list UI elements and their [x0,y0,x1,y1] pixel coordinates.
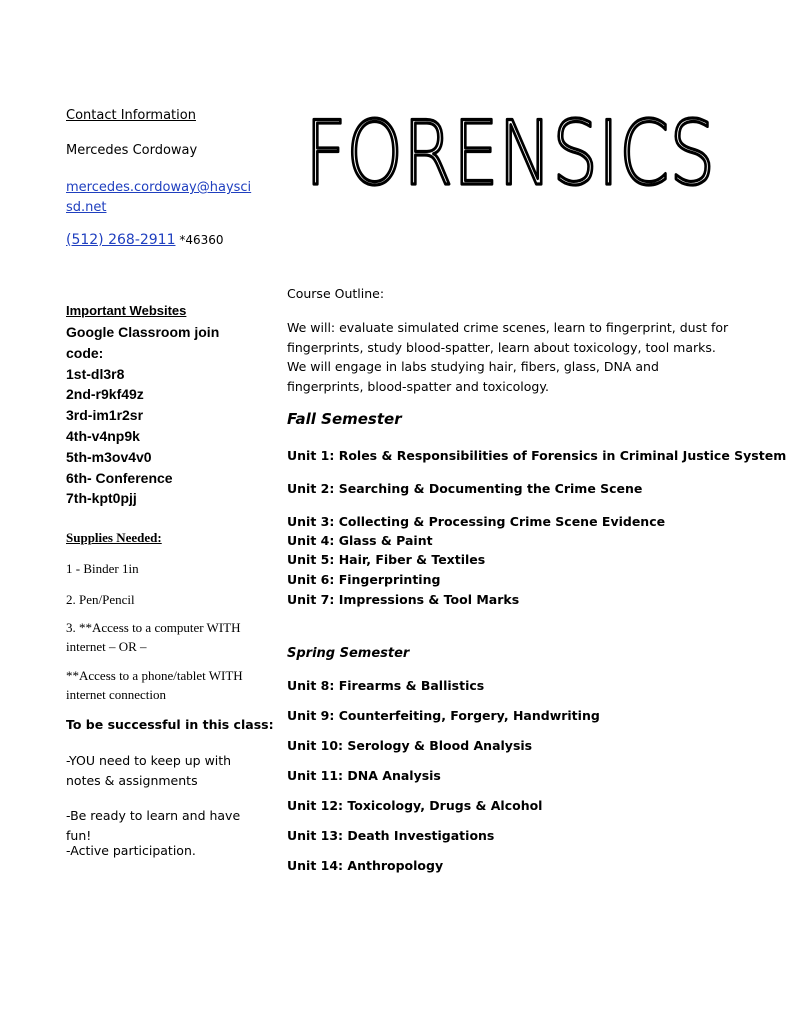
page-title [290,96,730,206]
supply-item: 1 - Binder 1in [66,561,139,576]
unit-item: Unit 8: Firearms & Ballistics [287,678,485,693]
unit-item: Unit 2: Searching & Documenting the Crime Scene [287,481,643,496]
unit-item: Unit 14: Anthropology [287,858,444,873]
success-item: -YOU need to keep up with notes & assignments [66,753,232,788]
supplies-heading: Supplies Needed: [66,530,162,545]
course-outline-heading: Course Outline: [287,286,385,301]
fall-semester-heading: Fall Semester [287,410,402,428]
success-heading: To be successful in this class: [66,717,274,732]
class-code-4: 4th-v4np9k [66,427,140,444]
class-code-2: 2nd-r9kf49z [66,386,144,403]
phone-link[interactable]: (512) 268-2911 [66,232,176,248]
course-outline-body: We will: evaluate simulated crime scenes, learn to fingerprint, dust for fingerprints, study blood-spatter, learn about toxicology, tool marks. We will engage in labs studying hair, fibers, glass, DNA and fingerprints, blood-spatter and toxicology. [287,320,729,394]
class-code-5: 5th-m3ov4v0 [66,448,152,465]
unit-item: Unit 3: Collecting & Processing Crime Scene Evidence [287,514,666,529]
unit-item: Unit 1: Roles & Responsibilities of Forensics in Criminal Justice System [287,448,786,463]
supply-item: **Access to a phone/tablet WITH internet connection [66,668,243,702]
success-item: -Active participation. [66,843,196,858]
class-code-7: 7th-kpt0pjj [66,490,137,507]
unit-item: Unit 7: Impressions & Tool Marks [287,592,520,607]
websites-heading: Important Websites [66,303,187,318]
class-code-6: 6th- Conference [66,469,173,486]
unit-item: Unit 11: DNA Analysis [287,768,441,783]
classroom-codes [66,322,256,509]
spring-semester-heading: Spring Semester [287,646,410,661]
unit-item: Unit 6: Fingerprinting [287,572,441,587]
unit-item: Unit 9: Counterfeiting, Forgery, Handwriting [287,708,600,723]
unit-item: Unit 5: Hair, Fiber & Textiles [287,552,486,567]
class-code-1: 1st-dl3r8 [66,365,125,382]
supply-item: 3. **Access to a computer WITH internet – OR – [66,620,241,654]
class-code-3: 3rd-im1r2sr [66,407,144,424]
supply-item: 2. Pen/Pencil [66,592,135,607]
title-text: FORENSICS [305,102,715,205]
unit-item: Unit 12: Toxicology, Drugs & Alcohol [287,798,543,813]
contact-phone [66,232,224,248]
unit-item: Unit 10: Serology & Blood Analysis [287,738,533,753]
contact-name: Mercedes Cordoway [66,143,198,158]
unit-item: Unit 13: Death Investigations [287,828,495,843]
success-item: -Be ready to learn and have fun! [66,808,241,843]
phone-extension: *46360 [175,233,224,247]
contact-heading: Contact Information [66,108,196,123]
classroom-label: Google Classroom join code: [66,324,220,361]
contact-email-link[interactable]: mercedes.cordoway@hayscisd.net [66,180,252,215]
unit-item: Unit 4: Glass & Paint [287,533,433,548]
